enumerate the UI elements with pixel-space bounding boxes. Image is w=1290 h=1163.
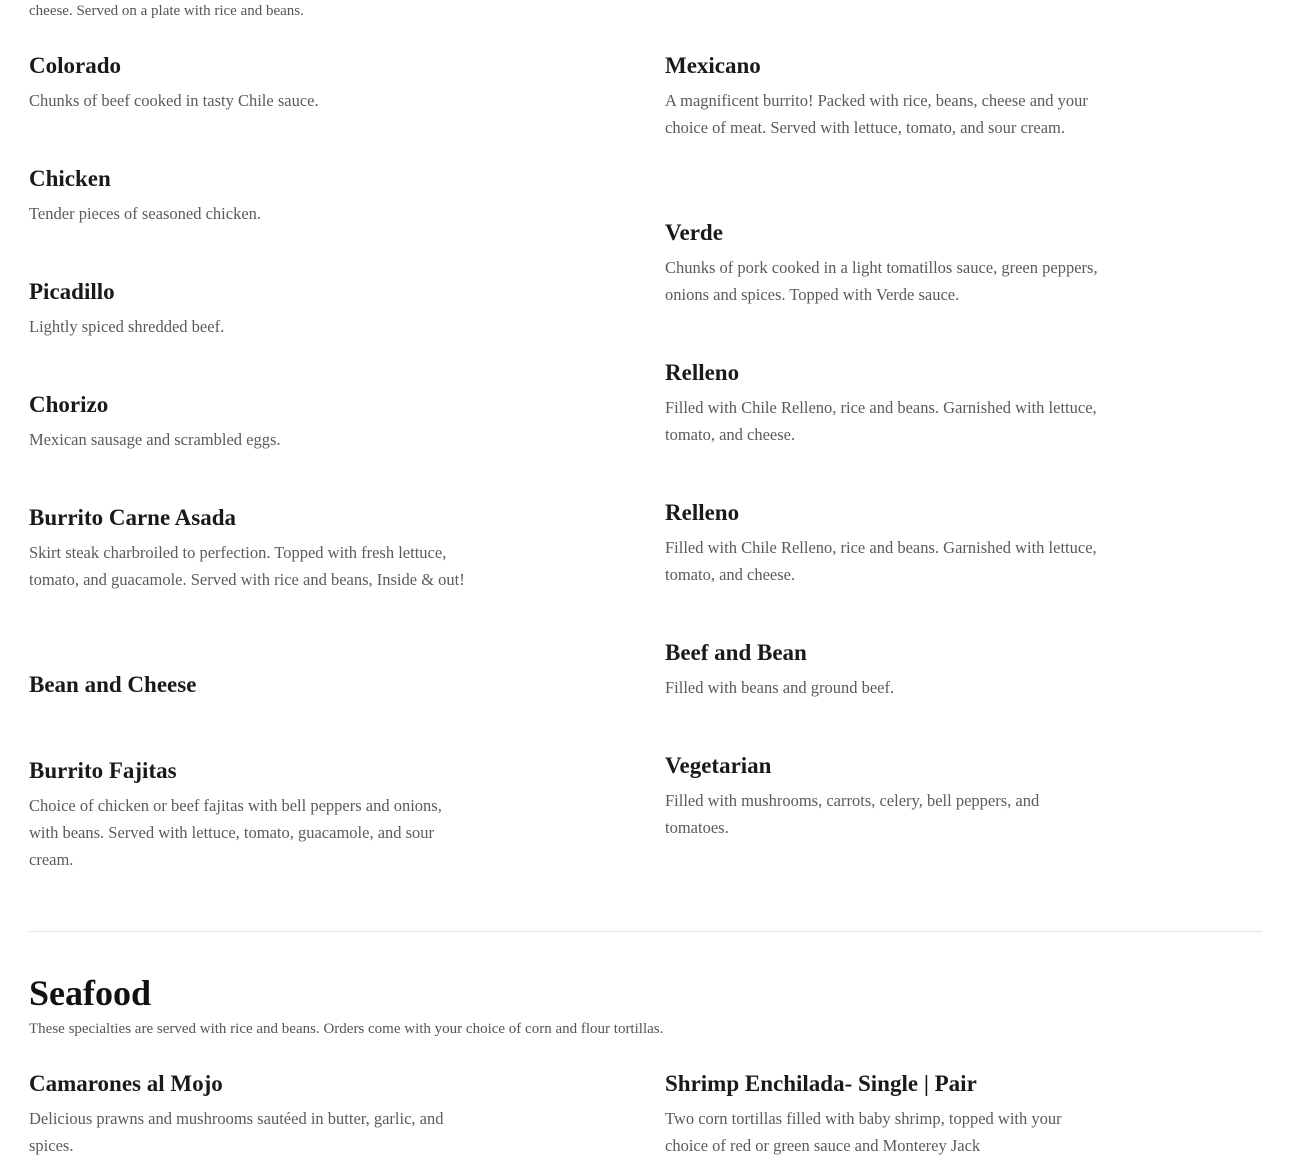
- menu-item: [665, 498, 1105, 588]
- menu-item-description: Lightly spiced shredded beef.: [29, 317, 225, 336]
- menu-item-description: Filled with Chile Relleno, rice and beans. Garnished with lettuce, tomato, and cheese.: [665, 398, 1097, 444]
- menu-item-description: Tender pieces of seasoned chicken.: [29, 204, 262, 223]
- menu-item-title: Chorizo: [29, 392, 109, 417]
- menu-item-title: Shrimp Enchilada- Single | Pair: [665, 1071, 977, 1096]
- section-subtitle: These specialties are served with rice and beans. Orders come with your choice of corn and flour tortillas.: [29, 1021, 664, 1037]
- menu-item: [29, 164, 469, 227]
- menu-item-title: Mexicano: [665, 53, 761, 78]
- menu-item-title: Camarones al Mojo: [29, 1071, 223, 1096]
- menu-item: [29, 1069, 469, 1159]
- menu-item-title: Bean and Cheese: [29, 672, 197, 697]
- menu-item: [665, 638, 1105, 701]
- section-title: Seafood: [29, 973, 152, 1013]
- menu-item-description: Chunks of beef cooked in tasty Chile sauce.: [29, 91, 319, 110]
- menu-item-title: Burrito Fajitas: [29, 758, 177, 783]
- menu-item-title: Relleno: [665, 360, 740, 385]
- menu-item: [665, 51, 1105, 141]
- menu-item-description: Chunks of pork cooked in a light tomatillos sauce, green peppers, onions and spices. Topped with Verde sauce.: [665, 258, 1098, 304]
- menu-item-description: Skirt steak charbroiled to perfection. Topped with fresh lettuce, tomato, and guacamole. Served with rice and beans, Inside & out!: [29, 543, 465, 589]
- previous-item-description-tail: cheese. Served on a plate with rice and beans.: [29, 3, 304, 19]
- menu-item: [29, 277, 469, 340]
- menu-item-description: Filled with mushrooms, carrots, celery, bell peppers, and tomatoes.: [665, 791, 1040, 837]
- menu-item-title: Chicken: [29, 166, 111, 191]
- menu-item-title: Beef and Bean: [665, 640, 807, 665]
- menu-item: [665, 218, 1105, 308]
- menu-item-title: Relleno: [665, 500, 740, 525]
- menu-item: [29, 390, 469, 453]
- menu-item: [29, 756, 469, 873]
- menu-item-title: Colorado: [29, 53, 121, 78]
- section-divider: [29, 931, 1262, 932]
- menu-item-title: Picadillo: [29, 279, 115, 304]
- menu-item-title: Burrito Carne Asada: [29, 505, 236, 530]
- menu-item-description: Choice of chicken or beef fajitas with bell peppers and onions, with beans. Served with lettuce, tomato, guacamole, and sour cream.: [29, 796, 442, 869]
- menu-item-description: Delicious prawns and mushrooms sautéed in butter, garlic, and spices.: [29, 1109, 444, 1155]
- menu-item: [665, 358, 1105, 448]
- menu-item-title: Vegetarian: [665, 753, 772, 778]
- menu-item-description: Filled with Chile Relleno, rice and beans. Garnished with lettuce, tomato, and cheese.: [665, 538, 1097, 584]
- menu-item-description: A magnificent burrito! Packed with rice, beans, cheese and your choice of meat. Served with lettuce, tomato, and sour cream.: [665, 91, 1088, 137]
- menu-item: [665, 751, 1105, 841]
- menu-item: [29, 503, 469, 593]
- menu-item-title: Verde: [665, 220, 723, 245]
- menu-item-description: Mexican sausage and scrambled eggs.: [29, 430, 281, 449]
- menu-item: [29, 51, 469, 114]
- menu-item-description: Filled with beans and ground beef.: [665, 678, 895, 697]
- menu-item: [29, 670, 469, 706]
- menu-item: [665, 1069, 1105, 1159]
- menu-item-description: Two corn tortillas filled with baby shrimp, topped with your choice of red or green sauce and Monterey Jack: [665, 1109, 1062, 1155]
